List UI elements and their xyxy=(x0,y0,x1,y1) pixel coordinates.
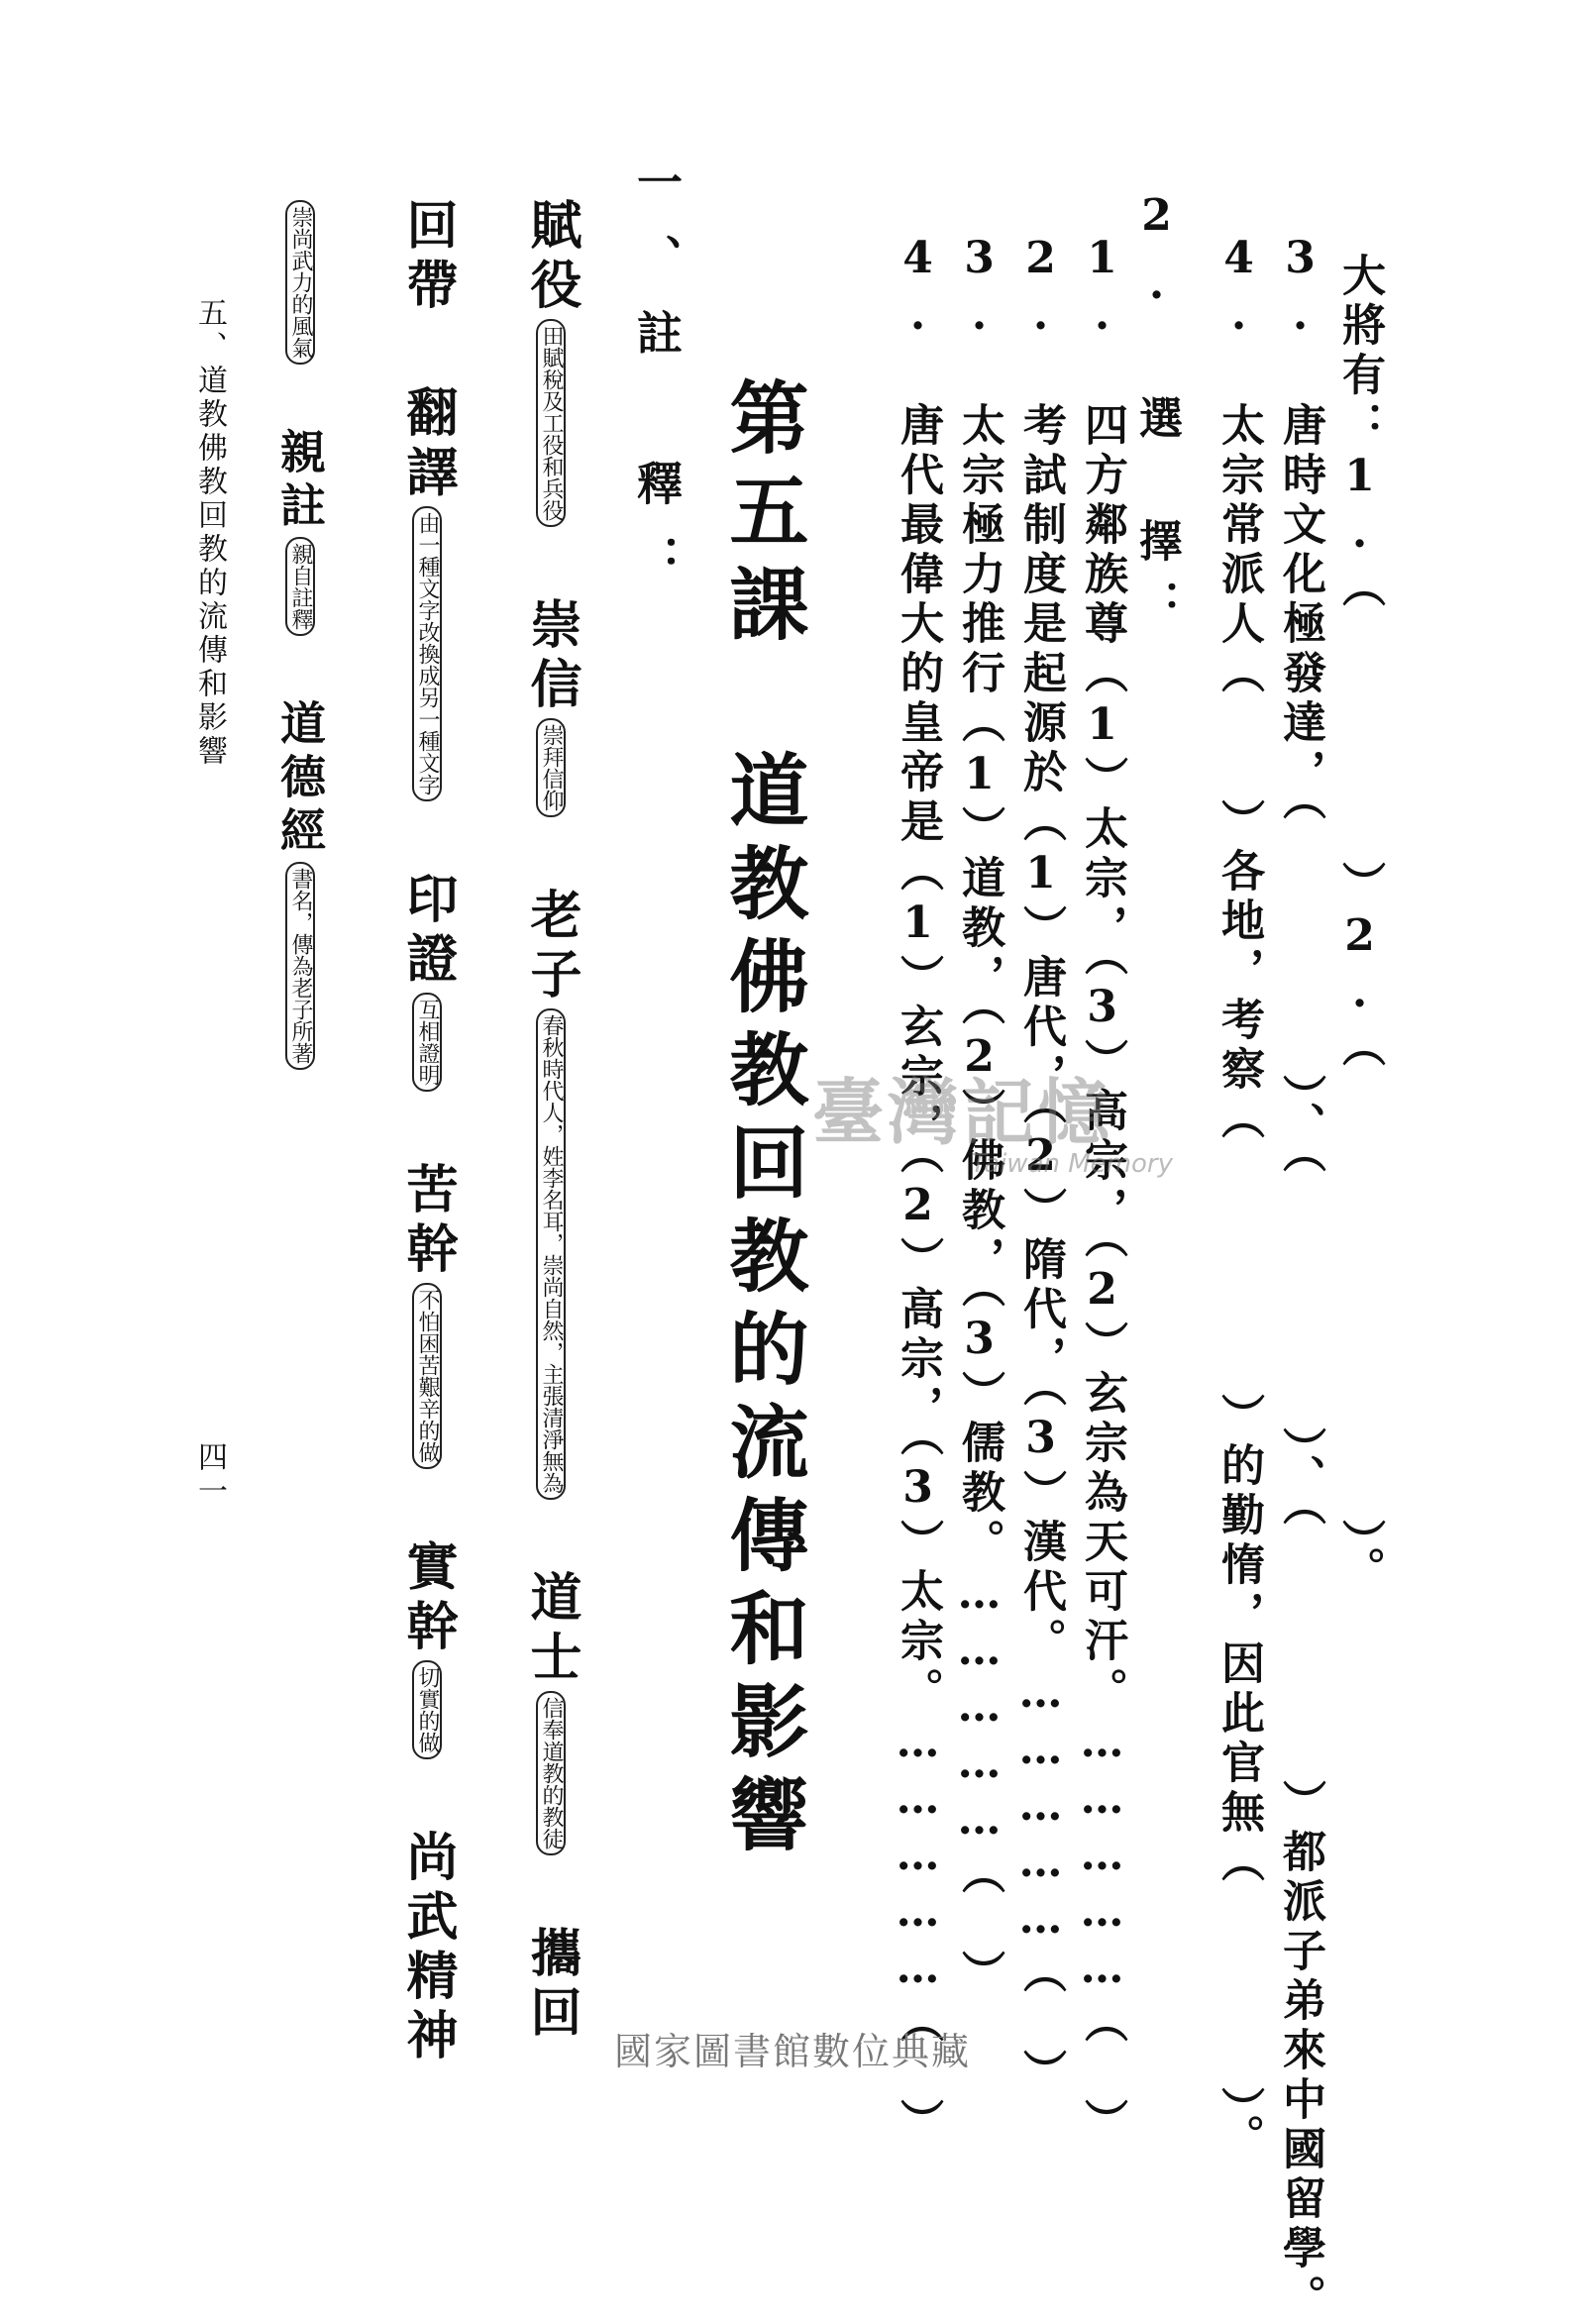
notes-column-3 xyxy=(273,198,327,1072)
note-word: 苦幹 xyxy=(397,1162,458,1281)
note-word: 親註 xyxy=(273,428,327,535)
lesson-title: 第五課 道教佛教回教的流傳和影響 xyxy=(716,376,809,1866)
note-gloss: 春秋時代人，姓李名耳，崇尚自然，主張清淨無為 xyxy=(536,1008,566,1500)
note-gloss: 切實的做 xyxy=(412,1660,442,1759)
note-word: 印證 xyxy=(397,872,458,991)
page-number: 四一 xyxy=(192,1441,227,1509)
note-word: 翻譯 xyxy=(397,385,458,504)
note-word: 崇信 xyxy=(521,597,581,716)
watermark-logo: 臺灣記憶 xyxy=(812,1070,1114,1154)
note-gloss: 書名，傳為老子所著 xyxy=(285,862,315,1070)
note-gloss: 崇拜信仰 xyxy=(536,718,566,817)
choice-item-1: 1. 四方鄰族尊（1）太宗，（3）高宗，（2）玄宗為天可汗。……………（ ） xyxy=(1077,233,1127,2148)
choice-item-2: 2. 考試制度是起源於（1）唐代，（2）隋代，（3）漢代。……………（ ） xyxy=(1015,233,1066,2098)
note-word: 攜回 xyxy=(521,1926,581,2045)
notes-column-1 xyxy=(521,198,581,2045)
review-question-4: 4. 太宗常派人（ ）各地，考察（ ）的勤惰，因此官無（ ）。 xyxy=(1214,233,1264,2164)
note-word: 賦役 xyxy=(521,198,581,317)
section-2-heading: 2. 選 擇： xyxy=(1131,190,1182,641)
notes-heading: 一、註 釋： xyxy=(630,158,684,610)
notes-column-2 xyxy=(397,198,458,2067)
note-gloss: 親自註釋 xyxy=(285,537,315,636)
review-question-1: 大將有：1.（ ）2.（ ）。 xyxy=(1334,253,1385,1596)
choice-item-4: 4. 唐代最偉大的皇帝是（1）玄宗，（2）高宗，（3）太宗。……………（ ） xyxy=(893,233,943,2148)
note-gloss: 互相證明 xyxy=(412,993,442,1092)
note-word: 老子 xyxy=(521,888,581,1006)
note-gloss: 田賦稅及工役和兵役 xyxy=(536,319,566,527)
note-word: 實幹 xyxy=(397,1539,458,1658)
review-question-3: 3. 唐時文化極發達，（ ）、（ ）、（ ）都派子弟來中國留學。 xyxy=(1275,233,1325,2324)
note-gloss: 由一種文字改換成另一種文字 xyxy=(412,506,442,801)
note-gloss: 信奉道教的教徒 xyxy=(536,1691,566,1855)
watermark-logo-en: Taiwan Memory xyxy=(971,1149,1173,1179)
note-gloss: 不怕困苦艱辛的做 xyxy=(412,1283,442,1469)
footer-credit: 國家圖書館數位典藏 xyxy=(613,2030,971,2073)
note-word: 尚武精神 xyxy=(397,1830,458,2067)
note-word: 回帶 xyxy=(397,198,458,317)
running-title: 五、道教佛教回教的流傳和影響 xyxy=(192,297,227,769)
note-gloss: 崇尚武力的風氣 xyxy=(285,200,315,365)
choice-item-3: 3. 太宗極力推行（1）道教，（2）佛教，（3）儒教。……………（ ） xyxy=(954,233,1004,1999)
note-word: 道德經 xyxy=(273,699,327,860)
note-word: 道士 xyxy=(521,1570,581,1689)
